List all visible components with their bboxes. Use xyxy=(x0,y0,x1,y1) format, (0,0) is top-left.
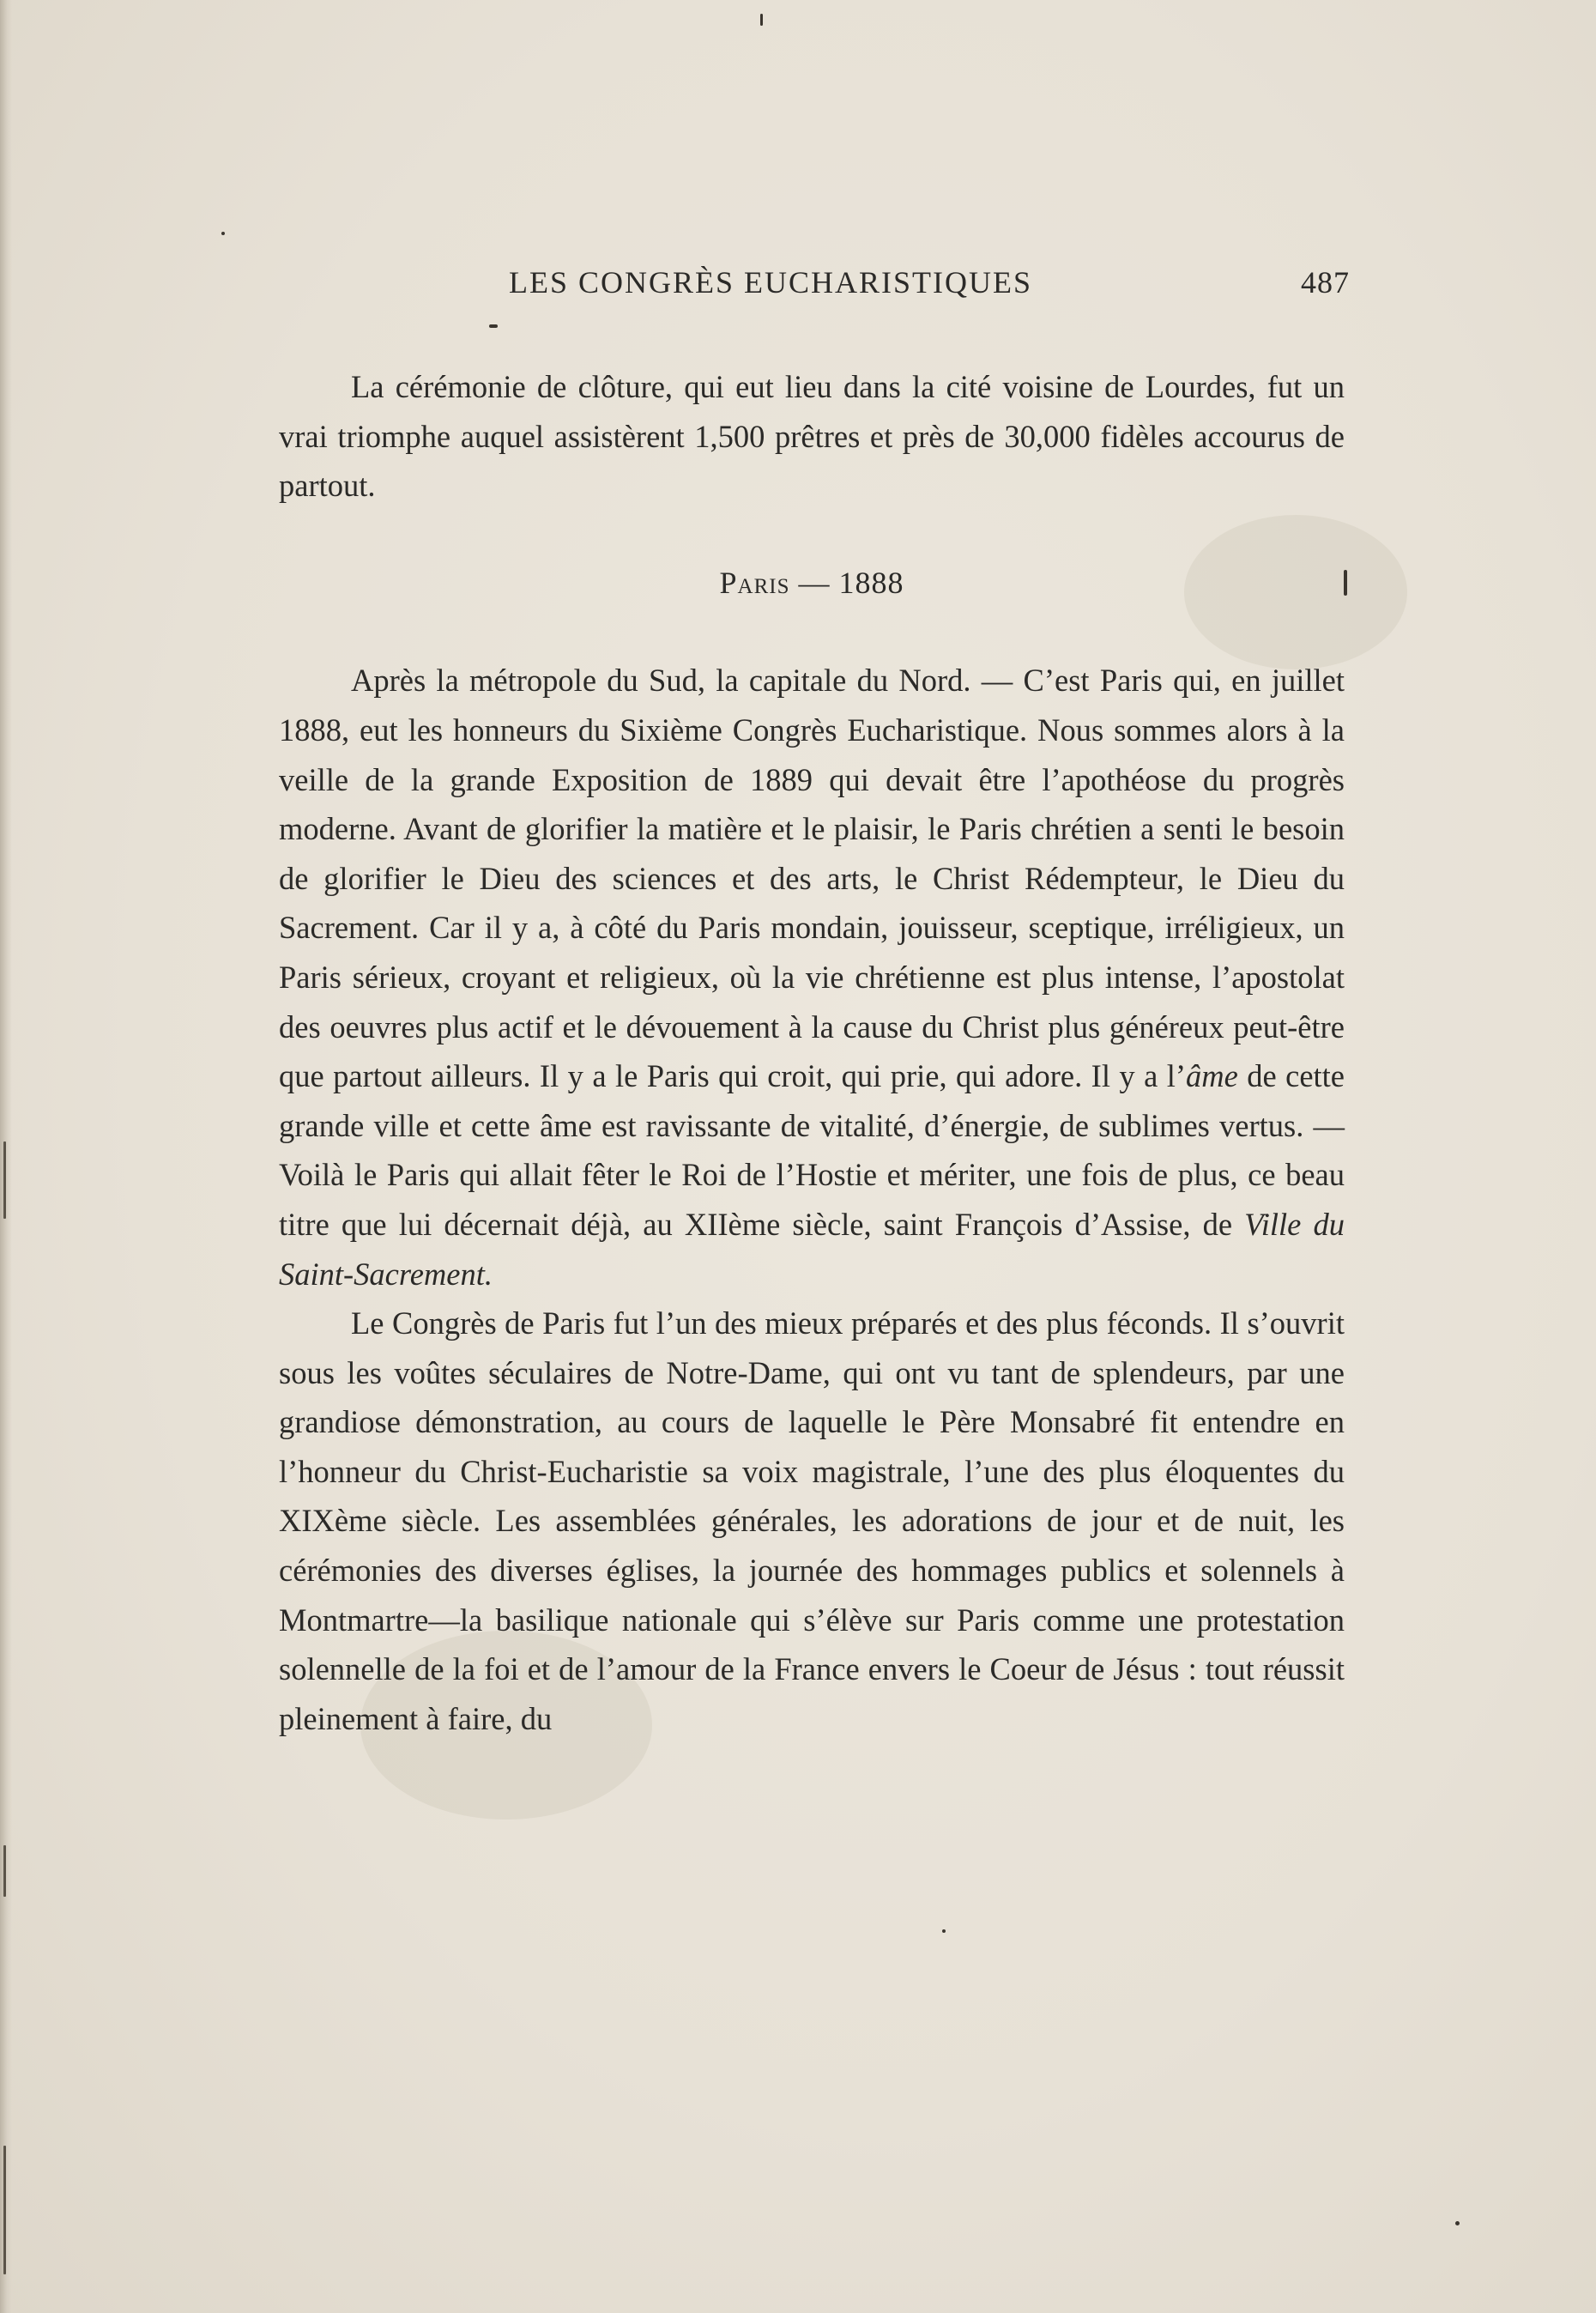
ink-speck xyxy=(489,324,498,328)
body-text xyxy=(279,362,1345,1743)
running-head xyxy=(279,264,1350,307)
page-left-edge xyxy=(0,0,12,2313)
emphasis-ville-du-saint-sacrement: Ville du Saint-Sacrement. xyxy=(279,1206,1345,1292)
paragraph-congres-de-paris: Le Congrès de Paris fut l’un des mieux préparés et des plus féconds. Il s’ouvrit sous les voûtes séculaires de Notre-Dame, qui ont vu tant de splendeurs, par une grandiose démonstration, au cours de laquelle le Père Monsabré fit entendre en l’honneur du Christ-Eucharistie sa voix magistrale, l’une des plus éloquentes du XIXème siècle. Les assemblées générales, les adorations de jour et de nuit, les cérémonies des diverses églises, la journée des hommages publics et solennels à Montmartre—la basilique nationale qui s’élève sur Paris comme une protestation solennelle de la foi et de l’amour de la France envers le Coeur de Jésus : tout réussit pleinement à faire, du xyxy=(279,1305,1345,1736)
spacer xyxy=(279,511,1345,559)
running-head-title: LES CONGRÈS EUCHARISTIQUES xyxy=(509,265,1033,300)
paragraph-text: Après la métropole du Sud, la capitale du Nord. — C’est Paris qui, en juillet 1888, eut les honneurs du Sixième Congrès Eucharistique. Nous sommes alors à la veille de la grande Exposition de 1889 qui devait être l’apothéose du progrès moderne. Avant de glorifier la matière et le plaisir, le Paris chrétien a senti le besoin de glorifier le Dieu des sciences et des arts, le Christ Rédempteur, le Dieu du Sacrement. Car il y a, à côté du Paris mondain, jouisseur, sceptique, irréligieux, un Paris sérieux, croyant et religieux, où la vie chrétienne est plus intense, l’apostolat des oeuvres plus actif et le dévouement à la cause du Christ plus généreux peut-être que partout ailleurs. Il y a le Paris qui croit, qui prie, qui adore. Il y a l’ xyxy=(279,663,1345,1094)
paragraph-paris-intro xyxy=(279,656,1345,1299)
page-number: 487 xyxy=(1301,265,1350,300)
paragraph-text: de cette grande ville et cette âme est ravissante de vitalité, d’énergie, de sublimes vertus. — Voilà le Paris qui allait fêter le Roi de l’Hostie et mériter, une fois de plus, ce beau titre que lui décernait déjà, au XIIème siècle, saint François d’Assise, de xyxy=(279,1058,1345,1242)
spacer xyxy=(279,608,1345,656)
emphasis-ame: âme xyxy=(1186,1058,1238,1094)
edge-ink-mark xyxy=(3,2146,6,2274)
edge-ink-mark xyxy=(3,1845,6,1897)
edge-ink-mark xyxy=(3,1141,6,1219)
intro-paragraph: La cérémonie de clôture, qui eut lieu dans la cité voisine de Lourdes, fut un vrai triomphe auquel assistèrent 1,500 prêtres et près de 30,000 fidèles accourus de partout. xyxy=(279,369,1345,504)
ink-speck xyxy=(221,232,225,235)
ink-speck xyxy=(760,14,763,26)
ink-speck xyxy=(942,1929,946,1933)
section-heading: Paris — 1888 xyxy=(719,565,904,600)
ink-speck xyxy=(1455,2221,1460,2225)
